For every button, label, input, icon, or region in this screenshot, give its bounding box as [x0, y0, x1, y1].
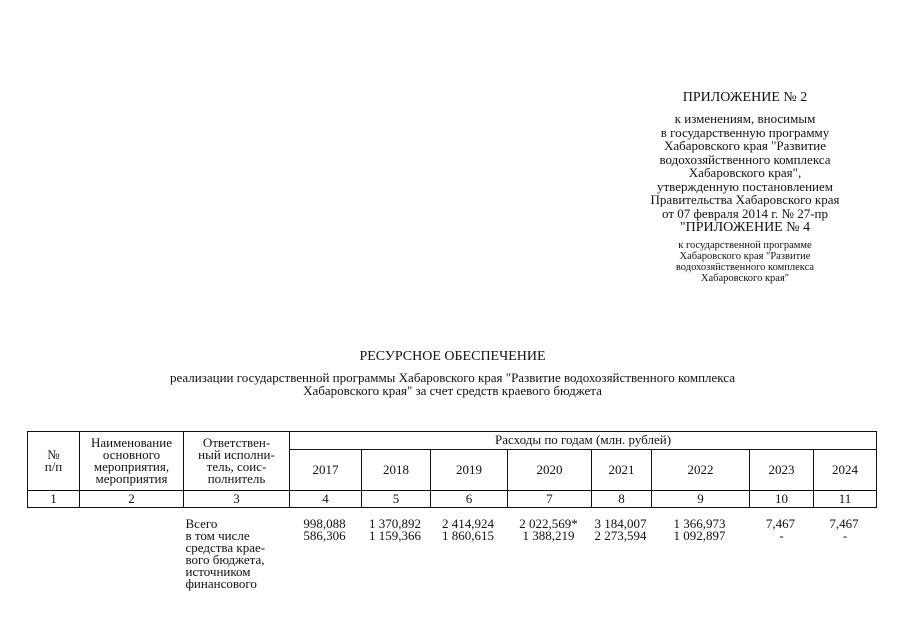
row-label: Всего — [185, 516, 218, 531]
table-cell: 1 370,892 — [369, 516, 421, 531]
appendix-2-line: водохозяйственного комплекса — [659, 151, 831, 167]
document-subtitle — [0, 371, 905, 397]
column-number: 3 — [184, 491, 290, 508]
table-cell: 7,467 — [765, 516, 796, 531]
header-year: 2024 — [814, 449, 877, 490]
appendix-2-line: к изменениям, вносимым — [674, 111, 816, 126]
subtitle-line: Хабаровского края" за счет средств краевого бюджета — [303, 383, 602, 398]
row-label: в том числе средства крае- вого бюджета, источником финансового — [185, 528, 266, 591]
table-cell: 1 366,973 — [673, 516, 726, 531]
header-year: 2023 — [750, 449, 814, 490]
table-cell: 1 860,615 — [442, 528, 494, 543]
column-number: 2 — [80, 491, 184, 508]
appendix-4-block — [640, 220, 850, 284]
column-number: 11 — [814, 491, 877, 508]
appendix-2-lines — [630, 112, 860, 220]
column-number: 4 — [290, 491, 362, 508]
column-numbers-row — [28, 491, 877, 508]
table-cell: 1 159,366 — [369, 528, 421, 543]
header-number: № п/п — [28, 432, 80, 491]
table-cell: 998,088 — [303, 516, 346, 531]
column-number: 8 — [592, 491, 652, 508]
table-cell: 2 022,569* — [519, 516, 578, 531]
header-expenses-by-year: Расходы по годам (млн. рублей) — [290, 432, 877, 450]
table-cell: - — [779, 528, 784, 543]
appendix-2-line: в государственную программу — [660, 124, 830, 140]
appendix-2-line: от 07 февраля 2014 г. № 27-пр — [662, 205, 828, 221]
appendix-2-heading: ПРИЛОЖЕНИЕ № 2 — [682, 90, 808, 105]
header-year: 2019 — [431, 449, 508, 490]
header-year: 2017 — [290, 449, 362, 490]
appendix-2-block — [630, 90, 860, 220]
appendix-2-line: Правительства Хабаровского края — [650, 192, 840, 207]
table-cell: 2 273,594 — [594, 528, 647, 543]
column-number: 10 — [750, 491, 814, 508]
table-cell: 586,306 — [303, 528, 346, 543]
appendix-4-line: Хабаровского края" — [700, 273, 790, 284]
column-number: 6 — [431, 491, 508, 508]
header-year: 2021 — [592, 449, 652, 490]
appendix-4-heading: "ПРИЛОЖЕНИЕ № 4 — [679, 220, 811, 235]
resource-table — [27, 431, 877, 590]
appendix-4-line: к государственной программе — [678, 240, 812, 251]
table-cell: 1 388,219 — [522, 528, 575, 543]
header-year: 2020 — [508, 449, 592, 490]
column-number: 5 — [362, 491, 431, 508]
appendix-4-lines — [640, 240, 850, 284]
table-cell: 2 414,924 — [442, 516, 494, 531]
appendix-2-line: Хабаровского края "Развитие — [663, 138, 827, 153]
table-cell: 1 092,897 — [673, 528, 726, 543]
column-number: 9 — [652, 491, 750, 508]
header-activity-name: Наименование основного мероприятия, мероприятия — [80, 432, 184, 491]
document-title: РЕСУРСНОЕ ОБЕСПЕЧЕНИЕ — [359, 349, 546, 364]
appendix-4-line: водохозяйственного комплекса — [675, 262, 815, 273]
appendix-4-line: Хабаровского края "Развитие — [679, 251, 811, 262]
column-number: 7 — [508, 491, 592, 508]
table-cell: 7,467 — [829, 516, 859, 531]
table-cell: - — [842, 528, 848, 543]
table-row-regional-budget — [28, 530, 877, 590]
header-executor: Ответствен- ный исполни- тель, соис- полнитель — [184, 432, 290, 491]
column-number: 1 — [28, 491, 80, 508]
subtitle-line: реализации государственной программы Хабаровского края "Развитие водохозяйственного комплекса — [169, 370, 736, 385]
appendix-2-line: Хабаровского края", — [688, 165, 802, 180]
appendix-2-line: утвержденную постановлением — [656, 178, 833, 194]
table-cell: 3 184,007 — [594, 516, 647, 531]
header-year: 2022 — [652, 449, 750, 490]
header-year: 2018 — [362, 449, 431, 490]
